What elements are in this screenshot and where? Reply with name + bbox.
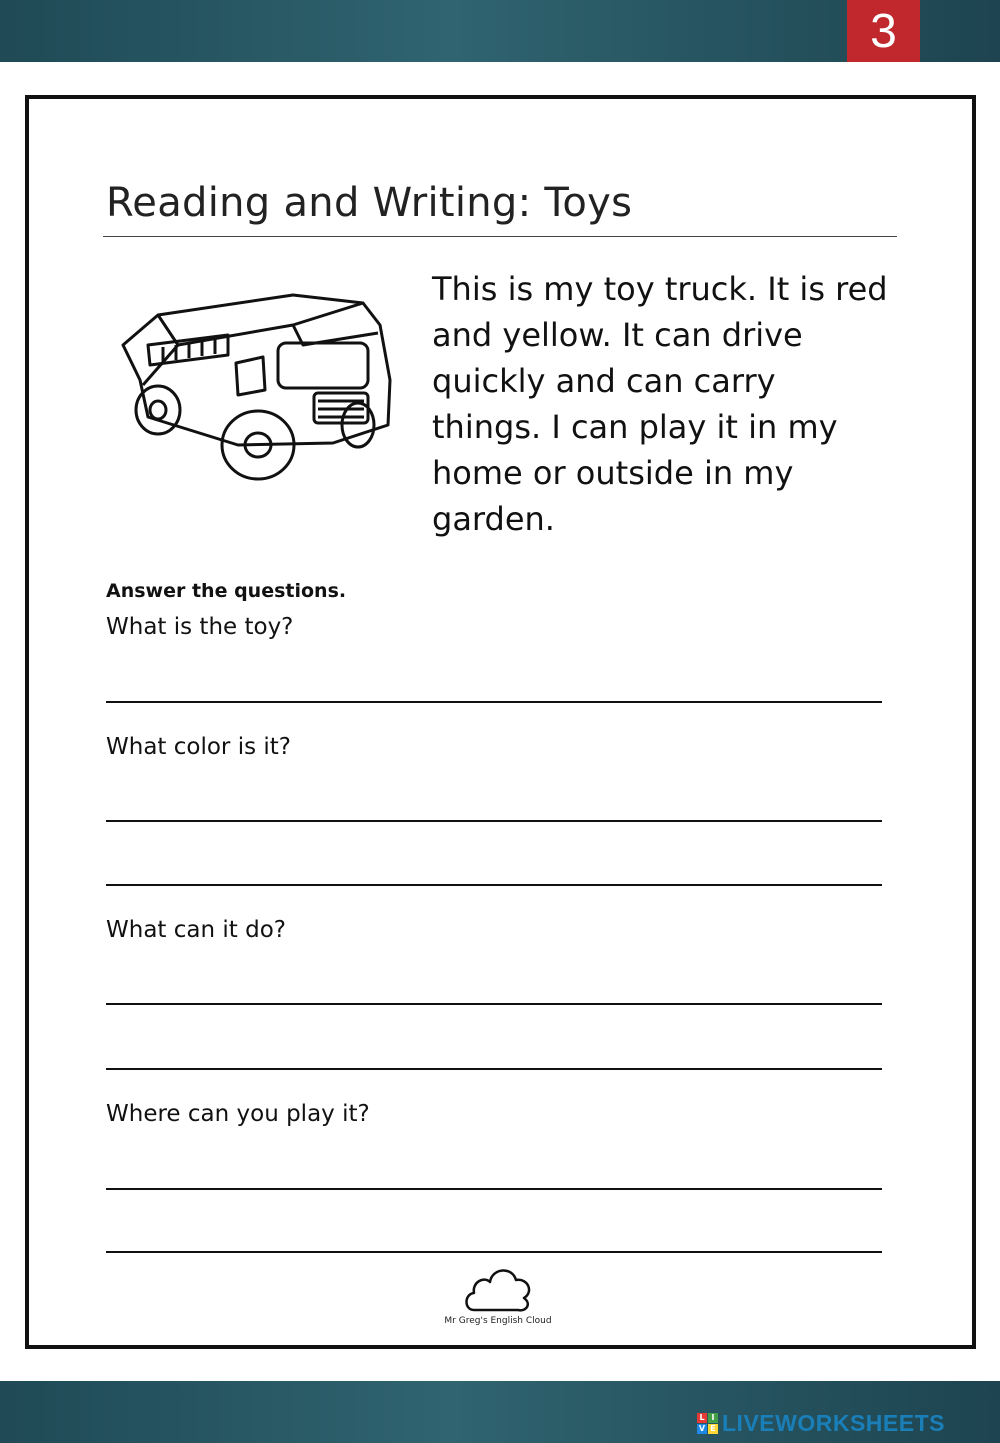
author-credit: Mr Greg's English Cloud xyxy=(444,1316,552,1326)
question-4: Where can you play it? xyxy=(106,1101,370,1127)
toy-truck-illustration xyxy=(118,285,408,485)
liveworksheets-logo[interactable] xyxy=(697,1411,945,1435)
brand-mark-letter: I xyxy=(708,1413,718,1423)
answer-line-4a[interactable] xyxy=(106,1188,882,1190)
liveworksheets-wordmark: LIVEWORKSHEETS xyxy=(722,1409,945,1436)
answer-line-2a[interactable] xyxy=(106,820,882,822)
answer-line-3a[interactable] xyxy=(106,1003,882,1005)
title-divider xyxy=(103,236,897,237)
brand-mark-letter: L xyxy=(697,1413,707,1423)
answer-line-3b[interactable] xyxy=(106,1068,882,1070)
brand-mark-letter: V xyxy=(698,1423,706,1433)
page-number-badge: 3 xyxy=(847,0,920,62)
question-3: What can it do? xyxy=(106,917,286,943)
question-2: What color is it? xyxy=(106,734,291,760)
answer-line-4b[interactable] xyxy=(106,1251,882,1253)
answer-line-2b[interactable] xyxy=(106,884,882,886)
question-1: What is the toy? xyxy=(106,614,294,640)
cloud-logo-icon xyxy=(462,1262,534,1316)
brand-mark-letter: E xyxy=(708,1424,718,1434)
worksheet-title: Reading and Writing: Toys xyxy=(106,180,633,226)
instructions: Answer the questions. xyxy=(106,580,347,602)
reading-passage: This is my toy truck. It is red and yellow. It can drive quickly and can carry things. I can play it in my home or outside in my garden. xyxy=(432,270,888,538)
liveworksheets-mark-icon xyxy=(697,1413,718,1434)
answer-line-1[interactable] xyxy=(106,701,882,703)
